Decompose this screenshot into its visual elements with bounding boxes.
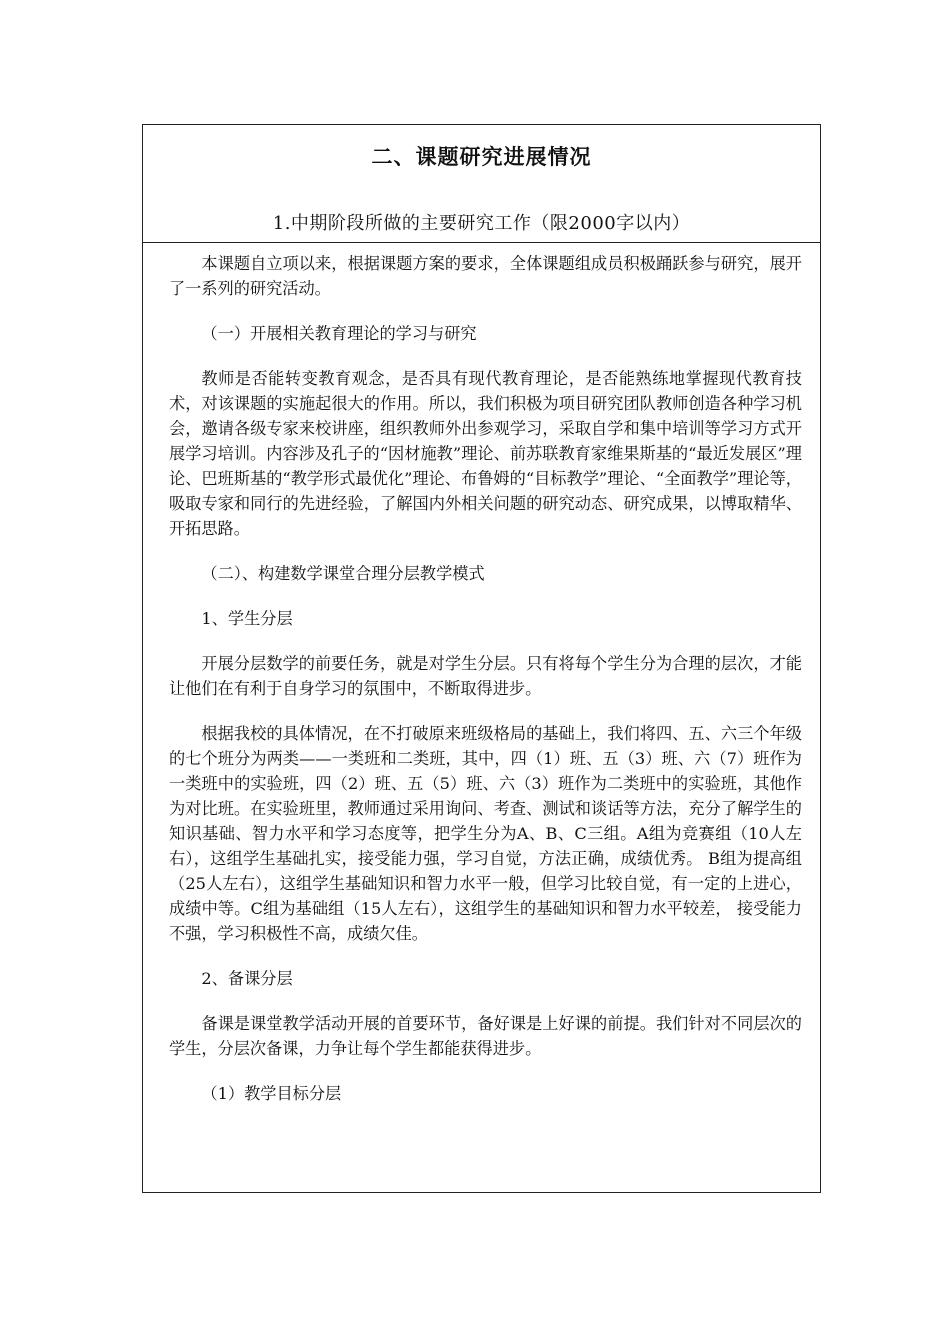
header-cell xyxy=(143,125,820,243)
form-table xyxy=(142,124,821,1193)
paragraph-intro: 本课题自立项以来，根据课题方案的要求，全体课题组成员积极踊跃参与研究，展开了一系列的研究活动。 xyxy=(169,254,802,298)
heading-student-layering: 1、学生分层 xyxy=(201,609,293,628)
heading-goal-layering: （1）教学目标分层 xyxy=(201,1084,342,1103)
section-title: 二、课题研究进展情况 xyxy=(371,145,592,169)
heading-lesson-prep: 2、备课分层 xyxy=(201,969,293,988)
paragraph-class-grouping: 根据我校的具体情况，在不打破原来班级格局的基础上，我们将四、五、六三个年级的七个班分为两类——一类班和二类班，其中，四（1）班、五（3）班、六（7）班作为一类班中的实验班，四（2）班、五（5）班、六（3）班作为二类班中的实验班，其他作为对比班。在实验班里，教师通过采用询问、考查、测试和谈话等方法，充分了解学生的知识基础、智力水平和学习态度等，把学生分为A、B、C三组。A组为竞赛组（10人左右），这组学生基础扎实，接受能力强，学习自觉，方法正确，成绩优秀。 B组为提高组（25人左右），这组学生基础知识和智力水平一般，但学习比较自觉，有一定的上进心，成绩中等。C组为基础组（15人左右），这组学生的基础知识和智力水平较差， 接受能力不强，学习积极性不高，成绩欠佳。 xyxy=(169,724,802,943)
sub-title: 1.中期阶段所做的主要研究工作（限2000字以内） xyxy=(272,213,691,234)
body-cell xyxy=(143,243,820,1192)
paragraph-lesson-prep: 备课是课堂教学活动开展的首要环节，备好课是上好课的前提。我们针对不同层次的学生，分层次备课，力争让每个学生都能获得进步。 xyxy=(169,1014,802,1058)
heading-layered-model: （二）、构建数学课堂合理分层教学模式 xyxy=(201,564,485,583)
paragraph-theory-study: 教师是否能转变教育观念，是否具有现代教育理论，是否能熟练地掌握现代教育技术，对该课题的实施起很大的作用。所以，我们积极为项目研究团队教师创造各种学习机会，邀请各级专家来校讲座，组织教师外出参观学习，采取自学和集中培训等学习方式开展学习培训。内容涉及孔子的“因材施教”理论、前苏联教育家维果斯基的“最近发展区”理论、巴班斯基的“教学形式最优化”理论、布鲁姆的“目标教学”理论、“全面教学”理论等，吸取专家和同行的先进经验，了解国内外相关问题的研究动态、研究成果，以博取精华、开拓思路。 xyxy=(169,369,802,538)
paragraph-layering-task: 开展分层数学的前要任务，就是对学生分层。只有将每个学生分为合理的层次，才能让他们在有利于自身学习的氛围中，不断取得进步。 xyxy=(169,654,802,698)
heading-theory-study: （一）开展相关教育理论的学习与研究 xyxy=(201,324,477,343)
